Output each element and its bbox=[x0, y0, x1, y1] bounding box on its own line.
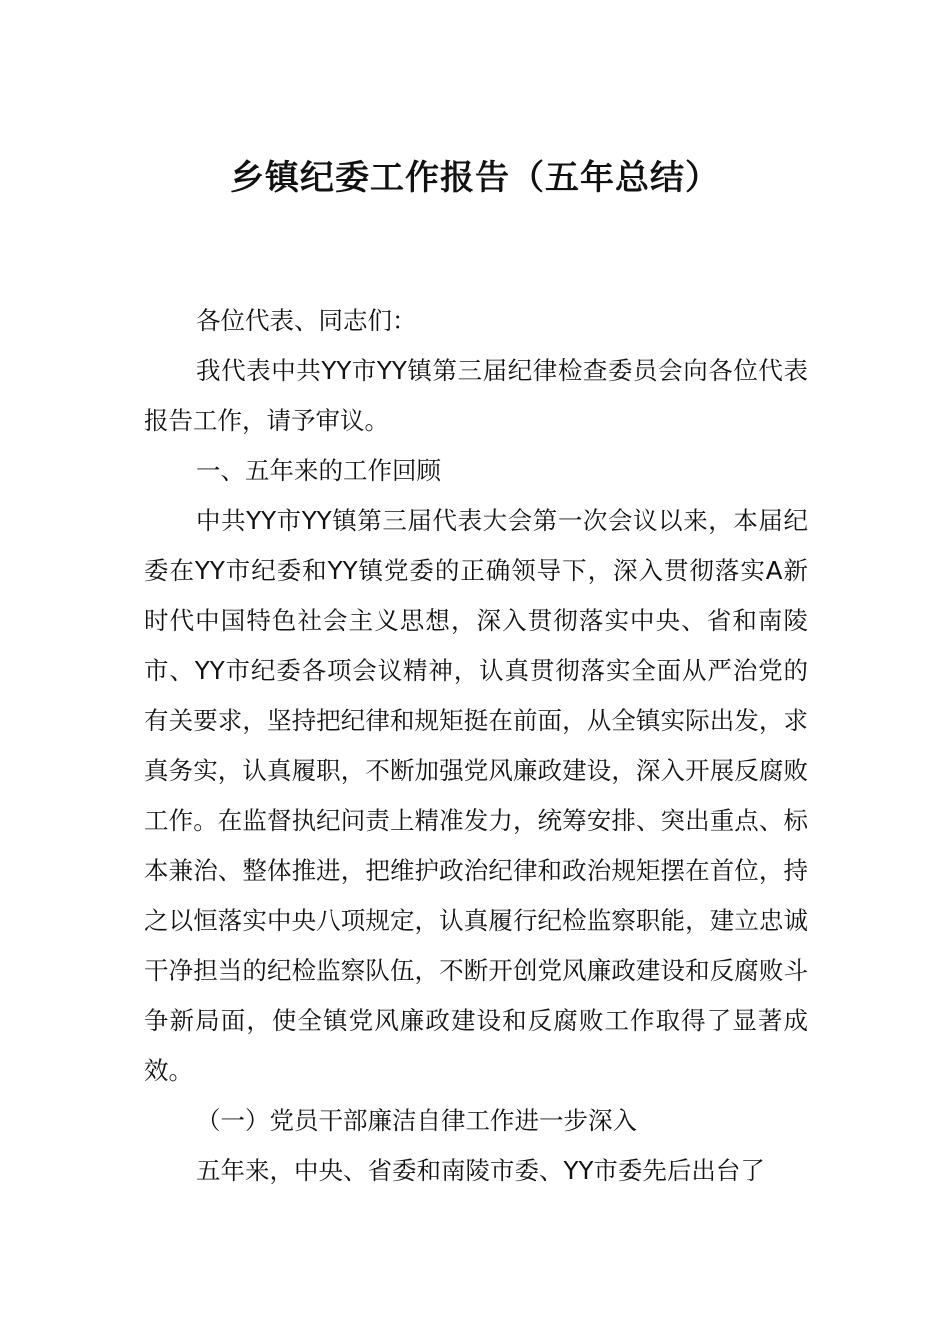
paragraph-review: 中共YY市YY镇第三届代表大会第一次会议以来，本届纪委在YY市纪委和YY镇党委的正确领导下，深入贯彻落实A新时代中国特色社会主义思想，深入贯彻落实中央、省和南陵市、YY市纪委各项会议精神，认真贯彻落实全面从严治党的有关要求，坚持把纪律和规矩挺在前面，从全镇实际出发，求真务实，认真履职，不断加强党风廉政建设，深入开展反腐败工作。在监督执纪问责上精准发力，统筹安排、突出重点、标本兼治、整体推进，把维护政治纪律和政治规矩摆在首位，持之以恒落实中央八项规定，认真履行纪检监察职能，建立忠诚干净担当的纪检监察队伍，不断开创党风廉政建设和反腐败斗争新局面，使全镇党风廉政建设和反腐败工作取得了显著成效。 bbox=[144, 506, 808, 1085]
salutation: 各位代表、同志们： bbox=[196, 306, 417, 335]
subsection-heading: （一）党员干部廉洁自律工作进一步深入 bbox=[196, 1106, 637, 1135]
section-heading: 一、五年来的工作回顾 bbox=[196, 456, 441, 485]
document-body bbox=[144, 296, 808, 1196]
document-title: 乡镇纪委工作报告（五年总结） bbox=[230, 158, 720, 198]
paragraph-intro: 我代表中共YY市YY镇第三届纪律检查委员会向各位代表报告工作，请予审议。 bbox=[144, 356, 808, 435]
paragraph-continuation: 五年来，中央、省委和南陵市委、YY市委先后出台了 bbox=[196, 1156, 765, 1185]
